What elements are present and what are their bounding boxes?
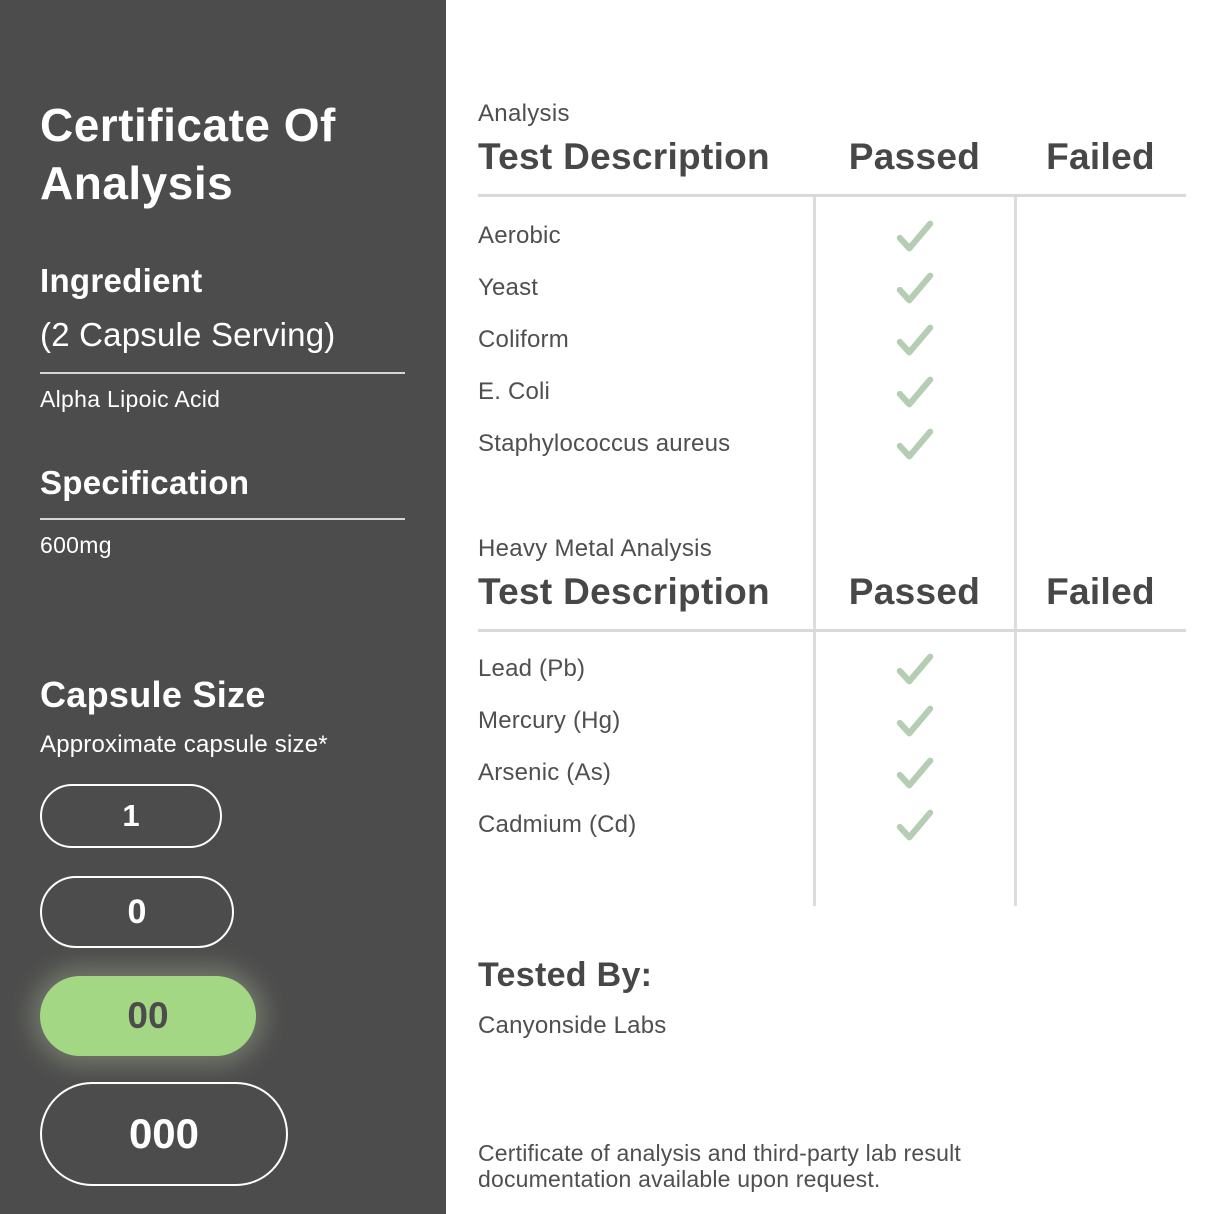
- passed-cell: [814, 651, 1015, 687]
- check-icon: [894, 322, 936, 358]
- failed-cell: [1015, 374, 1186, 410]
- divider: [40, 518, 405, 520]
- check-icon: [894, 807, 936, 843]
- table-row: [478, 695, 1186, 747]
- ingredient-value: Alpha Lipoic Acid: [40, 386, 221, 412]
- passed-cell: [814, 755, 1015, 791]
- table-row: [478, 418, 1186, 470]
- passed-cell: [814, 807, 1015, 843]
- passed-cell: [814, 322, 1015, 358]
- analysis-section-label: Analysis: [478, 100, 570, 127]
- failed-cell: [1015, 218, 1186, 254]
- test-name: Mercury (Hg): [478, 707, 621, 734]
- passed-cell: [814, 703, 1015, 739]
- capsule-option-00[interactable]: 00: [40, 976, 256, 1056]
- specification-heading: Specification: [40, 464, 250, 501]
- capsule-size-note: Approximate capsule size*: [40, 731, 328, 758]
- table-row: [478, 643, 1186, 695]
- capsule-option-000[interactable]: 000: [40, 1082, 288, 1186]
- test-name: Staphylococcus aureus: [478, 430, 731, 457]
- column-header-failed: Failed: [1046, 571, 1155, 612]
- column-header-passed: Passed: [848, 136, 981, 177]
- check-icon: [894, 755, 936, 791]
- table-row: [478, 799, 1186, 851]
- analysis-table-rows: [478, 210, 1186, 470]
- tested-by-value: Canyonside Labs: [478, 1012, 667, 1039]
- passed-cell: [814, 270, 1015, 306]
- heavy-metal-table-header: [478, 571, 1186, 613]
- analysis-table-header: [478, 136, 1186, 178]
- test-name: Aerobic: [478, 222, 561, 249]
- check-icon: [894, 374, 936, 410]
- test-name: E. Coli: [478, 378, 551, 405]
- failed-cell: [1015, 426, 1186, 462]
- ingredient-subheading: (2 Capsule Serving): [40, 316, 336, 353]
- table-header-divider: [478, 194, 1186, 197]
- test-name: Lead (Pb): [478, 655, 586, 682]
- passed-cell: [814, 374, 1015, 410]
- check-icon: [894, 270, 936, 306]
- heavy-metal-table-rows: [478, 643, 1186, 851]
- failed-cell: [1015, 322, 1186, 358]
- table-row: [478, 747, 1186, 799]
- test-name: Arsenic (As): [478, 759, 612, 786]
- table-row: [478, 210, 1186, 262]
- heavy-metal-section-label: Heavy Metal Analysis: [478, 535, 713, 562]
- capsule-option-1[interactable]: 1: [40, 784, 222, 848]
- capsule-option-0[interactable]: 0: [40, 876, 234, 948]
- failed-cell: [1015, 807, 1186, 843]
- ingredient-heading: Ingredient: [40, 262, 203, 299]
- test-name: Coliform: [478, 326, 569, 353]
- check-icon: [894, 651, 936, 687]
- check-icon: [894, 426, 936, 462]
- failed-cell: [1015, 270, 1186, 306]
- table-row: [478, 366, 1186, 418]
- sidebar: [0, 0, 446, 1214]
- specification-value: 600mg: [40, 532, 112, 558]
- column-header-failed: Failed: [1046, 136, 1155, 177]
- failed-cell: [1015, 703, 1186, 739]
- footer-note: Certificate of analysis and third-party lab result documentation available upon request.: [478, 1140, 961, 1192]
- test-name: Cadmium (Cd): [478, 811, 637, 838]
- table-header-divider: [478, 629, 1186, 632]
- check-icon: [894, 218, 936, 254]
- failed-cell: [1015, 651, 1186, 687]
- page-title: Certificate Of Analysis: [40, 99, 336, 210]
- column-header-test-description: Test Description: [478, 136, 770, 177]
- tested-by-heading: Tested By:: [478, 956, 653, 994]
- passed-cell: [814, 218, 1015, 254]
- table-row: [478, 314, 1186, 366]
- column-header-test-description: Test Description: [478, 571, 770, 612]
- column-header-passed: Passed: [848, 571, 981, 612]
- table-row: [478, 262, 1186, 314]
- failed-cell: [1015, 755, 1186, 791]
- passed-cell: [814, 426, 1015, 462]
- capsule-size-heading: Capsule Size: [40, 674, 266, 715]
- divider: [40, 372, 405, 374]
- check-icon: [894, 703, 936, 739]
- test-name: Yeast: [478, 274, 539, 301]
